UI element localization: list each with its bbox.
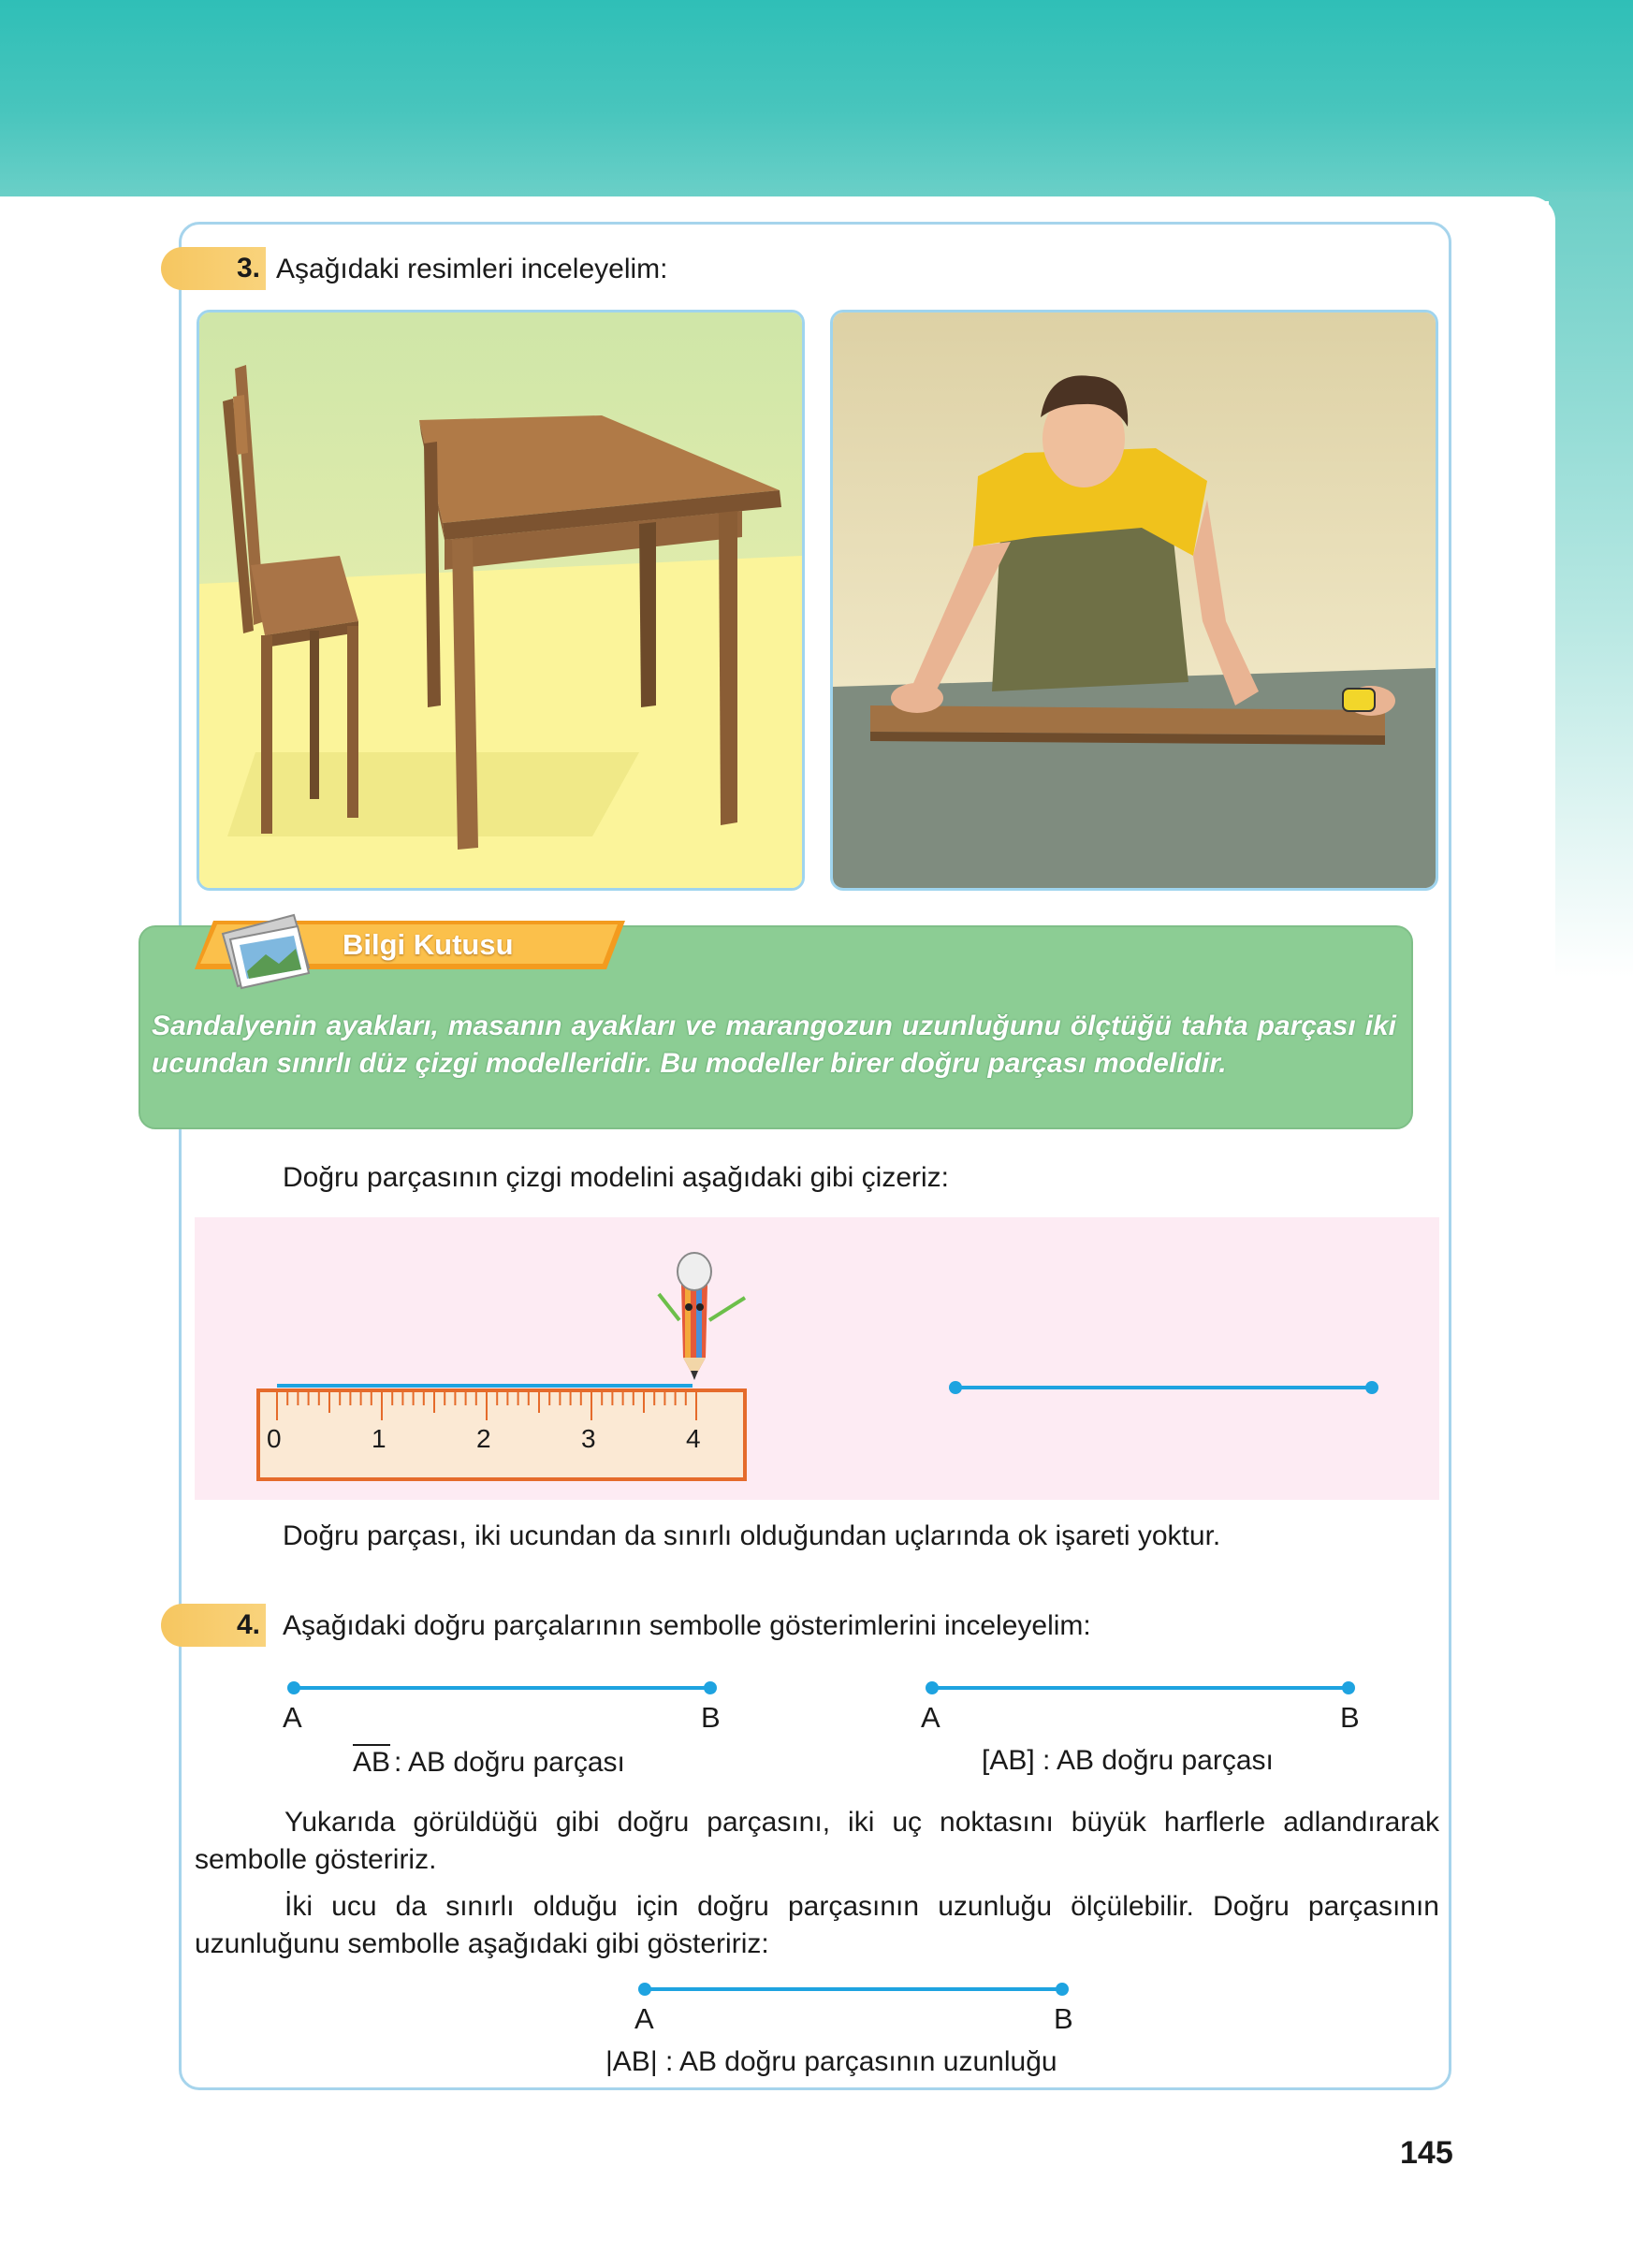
drawing-intro-text: Doğru parçasının çizgi modelini aşağıdaki gibi çizeriz: [283,1162,950,1193]
segment-symbol-overline: AB [353,1744,390,1778]
paragraph-naming: Yukarıda görüldüğü gibi doğru parçasını, iki uç noktasını büyük harflerle adlandırarak sembolle gösteririz. [195,1807,1439,1875]
segment-1-point-a: A [283,1701,302,1734]
ruler-label-0: 0 [267,1424,282,1453]
question-number-3: 3. [161,247,266,290]
paragraph-length: İki ucu da sınırlı olduğu için doğru parçasının uzunluğu ölçülebilir. Doğru parçasının uzunluğunu sembolle aşağıdaki gibi gösteririz: [195,1891,1439,1959]
segment-3-line [0,1976,1633,2014]
ruler-label-3: 3 [581,1424,596,1453]
info-box-text: Sandalyenin ayakları, masanın ayakları ve marangozun uzunluğunu ölçtüğü tahta parçası iki ucundan sınırlı düz çizgi modelleridir. Bu modeller birer doğru parçası modelidir. [152,1010,1396,1079]
page-number: 145 [1400,2135,1453,2171]
segment-2-point-a: A [921,1701,940,1734]
segment-1-caption: : AB doğru parçası [394,1747,625,1778]
chair-table-illustration [197,310,805,891]
segment-3-point-a: A [634,2002,654,2035]
segment-2-point-b: B [1340,1701,1360,1734]
header-band [0,0,1633,201]
question-number-4: 4. [161,1604,266,1647]
segment-lines-row [0,1675,1633,1712]
segment-1-symbol-caption [353,1746,625,1780]
ruler-label-2: 2 [476,1424,491,1453]
side-decoration [1549,192,1633,978]
ruler-label-1: 1 [372,1424,386,1453]
segment-2-caption: [AB] : AB doğru parçası [982,1745,1274,1776]
question-4-text: Aşağıdaki doğru parçalarının sembolle gösterimlerini inceleyelim: [283,1610,1091,1641]
pencil-character-icon [659,1253,745,1380]
info-box-title: Bilgi Kutusu [343,928,514,961]
carpenter-illustration [830,310,1438,891]
segment-3-caption: |AB| : AB doğru parçasının uzunluğu [605,2046,1057,2077]
segment-1-point-b: B [701,1701,721,1734]
ruler-drawing [195,1217,1439,1500]
question-3-text: Aşağıdaki resimleri inceleyelim: [276,254,668,284]
ruler-label-4: 4 [686,1424,701,1453]
photos-icon [211,906,324,999]
segment-3-point-b: B [1054,2002,1073,2035]
no-arrows-text: Doğru parçası, iki ucundan da sınırlı olduğundan uçlarında ok işareti yoktur. [283,1520,1221,1551]
